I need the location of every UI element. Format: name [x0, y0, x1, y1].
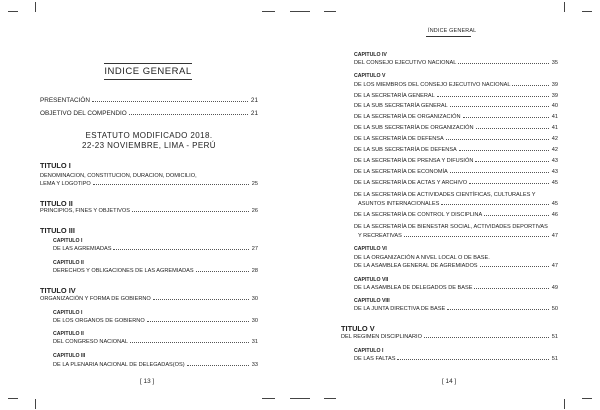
crop-mark	[300, 11, 310, 12]
dot-leader	[458, 63, 548, 64]
toc-entry-agremiadas[interactable]	[53, 246, 258, 252]
toc-entry-label: DEL CONGRESO NACIONAL	[53, 339, 129, 345]
crop-mark	[564, 399, 565, 409]
toc-entry-page: 51	[551, 356, 558, 362]
capitulo-heading: CAPITULO II	[53, 260, 84, 266]
toc-entry-page: 39	[551, 93, 558, 99]
toc-entry-page: 35	[551, 60, 558, 66]
toc-entry-label: DE LA JUNTA DIRECTIVA DE BASE	[354, 306, 446, 312]
dot-leader	[424, 337, 549, 338]
toc-entry-page: 31	[251, 339, 258, 345]
crop-mark	[300, 398, 310, 399]
toc-entry[interactable]	[354, 93, 558, 99]
capitulo-heading: CAPITULO I	[354, 348, 384, 354]
index-title-rule-bottom	[104, 79, 192, 80]
toc-entry-page: 21	[250, 97, 258, 104]
toc-entry-page: 41	[551, 125, 558, 131]
capitulo-heading: CAPITULO I	[53, 310, 83, 316]
page-number: [ 14 ]	[442, 378, 457, 385]
toc-entry-page: 42	[551, 136, 558, 142]
dot-leader	[92, 101, 248, 102]
toc-entry-page: 50	[551, 306, 558, 312]
statute-line-1: ESTATUTO MODIFICADO 2018.	[85, 131, 213, 140]
toc-entry[interactable]	[354, 147, 558, 153]
toc-entry-page: 27	[251, 246, 258, 252]
index-title: INDICE GENERAL	[104, 66, 192, 77]
capitulo-heading: CAPITULO VI	[354, 246, 387, 252]
right-page	[300, 0, 600, 410]
toc-entry[interactable]	[354, 180, 558, 186]
toc-entry-label: PRESENTACIÓN	[40, 97, 90, 104]
crop-mark	[324, 11, 336, 12]
toc-entry-label: PRINCIPIOS, FINES Y OBJETIVOS	[40, 208, 130, 214]
dot-leader	[446, 139, 549, 140]
dot-leader	[447, 309, 549, 310]
dot-leader	[450, 172, 549, 173]
toc-entry-label: DE LA PLENARIA NACIONAL DE DELEGADAS(OS)	[53, 362, 185, 368]
capitulo-heading: CAPITULO IV	[354, 52, 387, 58]
dot-leader	[437, 96, 549, 97]
dot-leader	[463, 117, 549, 118]
crop-mark	[324, 398, 336, 399]
toc-entry-label: DEL CONSEJO EJECUTIVO NACIONAL	[354, 60, 457, 66]
toc-entry-congreso[interactable]	[53, 339, 258, 345]
running-header: ÍNDICE GENERAL	[428, 28, 477, 34]
toc-entry-label: ASUNTOS INTERNACIONALES	[358, 201, 440, 207]
toc-entry-asamblea-delegados[interactable]	[354, 285, 558, 291]
toc-entry-page: 28	[251, 268, 258, 274]
toc-entry-label: DE LA SECRETARÍA DE CONTROL Y DISCIPLINA	[354, 212, 483, 218]
toc-entry-page: 47	[551, 263, 558, 269]
titulo-v-heading: TITULO V	[341, 324, 375, 333]
crop-mark	[290, 11, 300, 12]
toc-entry-consejo[interactable]	[354, 60, 558, 66]
toc-entry-organos[interactable]	[53, 318, 258, 324]
running-header-rule	[426, 36, 471, 37]
dot-leader	[129, 114, 248, 115]
toc-entry-page: 45	[551, 201, 558, 207]
capitulo-heading: CAPITULO VII	[354, 277, 389, 283]
dot-leader	[450, 106, 549, 107]
crop-mark	[8, 11, 18, 12]
crop-mark	[290, 398, 300, 399]
toc-entry-page: 42	[551, 147, 558, 153]
titulo-i-heading: TITULO I	[40, 161, 71, 170]
toc-entry-label: DEL REGIMEN DISCIPLINARIO	[341, 334, 422, 340]
dot-leader	[512, 85, 548, 86]
toc-entry-label: DE LAS FALTAS	[354, 356, 396, 362]
dot-leader	[113, 249, 248, 250]
titulo-iv-heading: TITULO IV	[40, 286, 76, 295]
titulo-i-line-1: DENOMINACION, CONSTITUCION, DURACION, DOMICILIO,	[40, 173, 197, 179]
toc-entry-label: ORGANIZACIÓN Y FORMA DE GOBIERNO	[40, 296, 151, 302]
page-number: [ 13 ]	[140, 378, 155, 385]
toc-entry-objetivo[interactable]	[40, 110, 258, 117]
crop-mark	[582, 398, 592, 399]
toc-entry-label: DE LA SECRETARÍA DE PRENSA Y DIFUSIÓN	[354, 158, 474, 164]
toc-entry[interactable]	[354, 103, 558, 109]
toc-entry-asamblea-general[interactable]	[354, 263, 558, 269]
toc-entry-label: DE LA SECRETARÍA DE DEFENSA	[354, 136, 444, 142]
index-title-rule-top	[104, 63, 192, 64]
toc-entry-label: OBJETIVO DEL COMPENDIO	[40, 110, 127, 117]
toc-entry-regimen[interactable]	[341, 334, 558, 340]
dot-leader	[475, 161, 548, 162]
toc-entry-page: 26	[251, 208, 258, 214]
toc-entry-titulo-iv[interactable]	[40, 296, 258, 302]
toc-entry-page: 30	[251, 296, 258, 302]
toc-entry-faltas[interactable]	[354, 356, 558, 362]
toc-entry-label: DE LA SECRETARÍA DE ACTAS Y ARCHIVO	[354, 180, 468, 186]
toc-entry[interactable]	[354, 114, 558, 120]
toc-entry-label: DE LA SUB SECRETARÍA GENERAL	[354, 103, 448, 109]
crop-mark	[35, 399, 36, 409]
dot-leader	[187, 365, 249, 366]
toc-entry-label: DERECHOS Y OBLIGACIONES DE LAS AGREMIADAS	[53, 268, 194, 274]
dot-leader	[93, 184, 249, 185]
toc-entry-label: DE LAS AGREMIADAS	[53, 246, 112, 252]
dot-leader	[404, 236, 549, 237]
toc-entry-plenaria[interactable]	[53, 362, 258, 368]
toc-entry-page: 45	[551, 180, 558, 186]
crop-mark	[262, 11, 275, 12]
toc-entry-label: DE LA SECRETARÍA DE ORGANIZACIÓN	[354, 114, 461, 120]
toc-entry[interactable]	[354, 158, 558, 164]
crop-mark	[262, 398, 275, 399]
toc-entry[interactable]	[354, 82, 558, 88]
toc-entry-label: DE LA ASAMBLEA DE DELEGADOS DE BASE	[354, 285, 473, 291]
toc-entry-bienestar[interactable]	[358, 233, 558, 239]
dot-leader	[153, 299, 249, 300]
toc-entry-derechos[interactable]	[53, 268, 258, 274]
capitulo-heading: CAPITULO I	[53, 238, 83, 244]
toc-entry-page: 41	[551, 114, 558, 120]
capitulo-heading: CAPITULO II	[53, 331, 84, 337]
crop-mark	[8, 398, 18, 399]
toc-entry-label: DE LOS ORGANOS DE GOBIERNO	[53, 318, 145, 324]
toc-entry-page: 39	[551, 82, 558, 88]
toc-entry-titulo-i[interactable]	[40, 181, 258, 187]
toc-entry-label: DE LA SECRETARÍA GENERAL	[354, 93, 435, 99]
capitulo-heading: CAPITULO V	[354, 73, 386, 79]
toc-entry-page: 51	[551, 334, 558, 340]
toc-entry-line: DE LA ORGANIZACIÓN A NIVEL LOCAL O DE BASE.	[354, 255, 490, 261]
statute-line-2: 22-23 NOVIEMBRE, LIMA - PERÚ	[82, 141, 216, 150]
titulo-iii-heading: TITULO III	[40, 226, 75, 235]
toc-entry-junta[interactable]	[354, 306, 558, 312]
toc-entry-label: DE LA ASAMBLEA GENERAL DE AGREMIADOS	[354, 263, 478, 269]
toc-entry-page: 30	[251, 318, 258, 324]
dot-leader	[397, 359, 548, 360]
dot-leader	[474, 288, 548, 289]
toc-entry-page: 43	[551, 158, 558, 164]
toc-entry-culturales[interactable]	[358, 201, 558, 207]
toc-entry-label: DE LA SUB SECRETARÍA DE ORGANIZACIÓN	[354, 125, 474, 131]
toc-entry-presentacion[interactable]	[40, 97, 258, 104]
toc-entry-page: 25	[251, 181, 258, 187]
dot-leader	[484, 215, 549, 216]
toc-entry-label: DE LA SUB SECRETARÍA DE DEFENSA	[354, 147, 457, 153]
toc-entry-page: 46	[551, 212, 558, 218]
dot-leader	[480, 266, 549, 267]
toc-entry-control[interactable]	[354, 212, 558, 218]
dot-leader	[469, 183, 549, 184]
dot-leader	[196, 271, 249, 272]
crop-mark	[35, 2, 36, 12]
dot-leader	[476, 128, 549, 129]
toc-entry-titulo-ii[interactable]	[40, 208, 258, 214]
capitulo-heading: CAPITULO VIII	[354, 298, 390, 304]
toc-entry-page: 47	[551, 233, 558, 239]
dot-leader	[132, 211, 249, 212]
toc-entry-line: DE LA SECRETARÍA DE BIENESTAR SOCIAL, ACTIVIDADES DEPORTIVAS	[354, 224, 548, 230]
toc-entry-line: DE LA SECRETARÍA DE ACTIVIDADES CIENTÍFICAS, CULTURALES Y	[354, 192, 536, 198]
toc-entry-page: 33	[251, 362, 258, 368]
toc-entry-label: DE LA SECRETARÍA DE ECONOMÍA	[354, 169, 448, 175]
toc-entry-page: 49	[551, 285, 558, 291]
toc-entry[interactable]	[354, 136, 558, 142]
dot-leader	[130, 342, 249, 343]
capitulo-heading: CAPITULO III	[53, 353, 86, 359]
titulo-ii-heading: TITULO II	[40, 199, 73, 208]
toc-entry-page: 40	[551, 103, 558, 109]
toc-entry-label: DE LOS MIEMBROS DEL CONSEJO EJECUTIVO NACIONAL	[354, 82, 511, 88]
dot-leader	[441, 204, 548, 205]
toc-entry-label: Y RECREATIVAS	[358, 233, 402, 239]
toc-entry[interactable]	[354, 169, 558, 175]
dot-leader	[147, 321, 249, 322]
dot-leader	[459, 150, 549, 151]
toc-entry-page: 43	[551, 169, 558, 175]
crop-mark	[564, 2, 565, 12]
toc-entry-page: 21	[250, 110, 258, 117]
toc-entry[interactable]	[354, 125, 558, 131]
crop-mark	[582, 11, 592, 12]
toc-entry-label: LEMA Y LOGOTIPO	[40, 181, 91, 187]
